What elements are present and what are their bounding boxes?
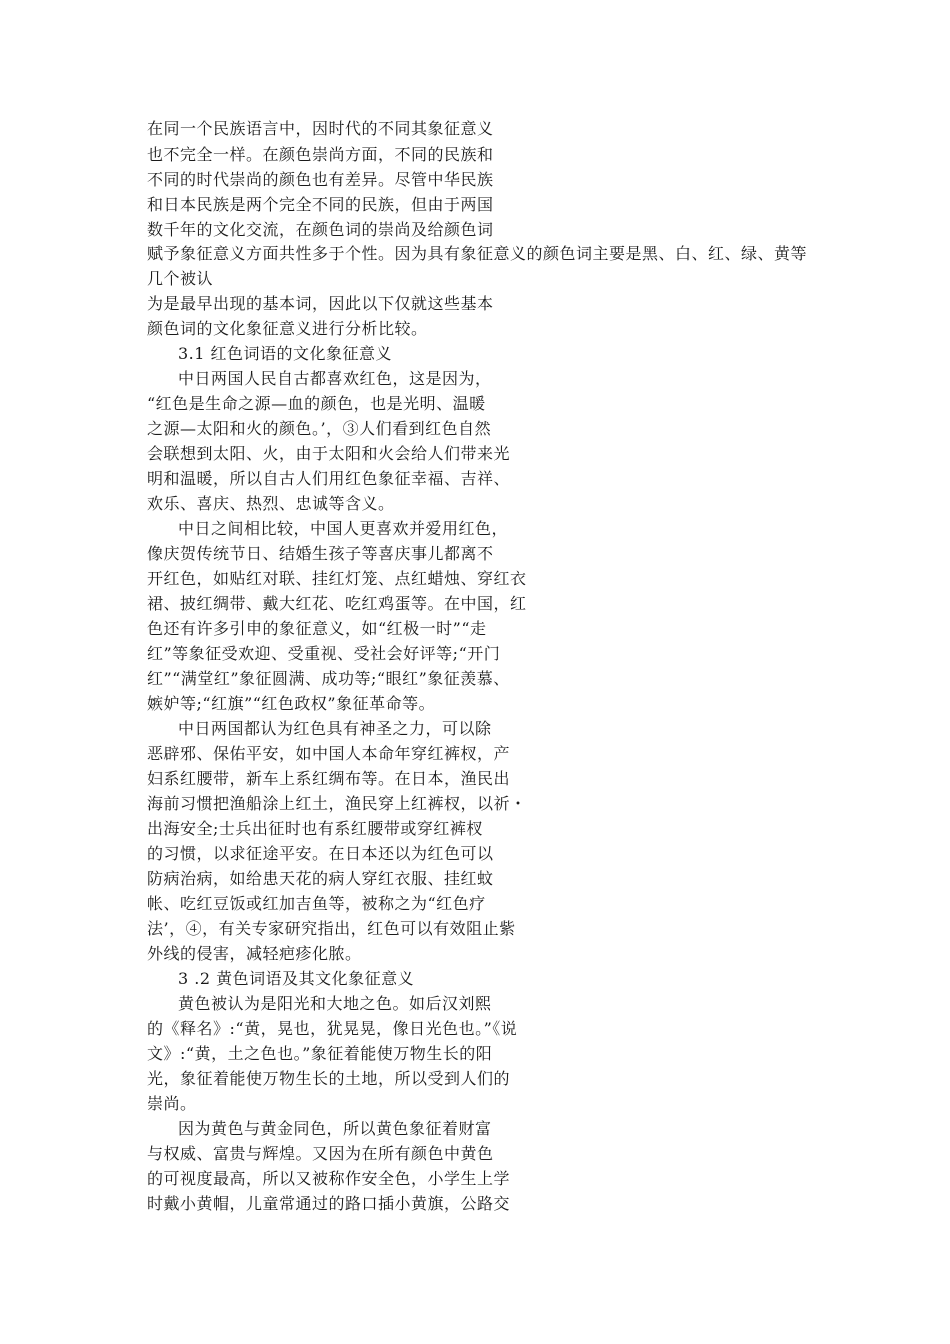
text-line: 出海安全;士兵出征时也有系红腰带或穿红裤杈: [147, 819, 483, 838]
text-line: 崇尚。: [147, 1094, 197, 1113]
text-line: 恶辟邪、保佑平安，如中国人本命年穿红裤杈，产: [147, 744, 511, 763]
text-line: 嫉妒等;“红旗”“红色政权”象征革命等。: [147, 694, 436, 713]
text-line: 在同一个民族语言中，因时代的不同其象征意义: [147, 119, 494, 138]
text-line: 海前习惯把渔船涂上红土，渔民穿上红裤杈，以祈・: [147, 794, 527, 813]
text-line: 也不完全一样。在颜色崇尚方面，不同的民族和: [147, 145, 494, 164]
text-line: 的可视度最高，所以又被称作安全色，小学生上学: [147, 1169, 511, 1188]
text-line: 红”等象征受欢迎、受重视、受社会好评等;“开门: [147, 644, 501, 663]
text-line: 黄色被认为是阳光和大地之色。如后汉刘熙: [178, 994, 492, 1013]
text-line: 颜色词的文化象征意义进行分析比较。: [147, 319, 428, 338]
text-line: 和日本民族是两个完全不同的民族，但由于两国: [147, 195, 494, 214]
text-line: 的《释名》:“黄，晃也，犹晃晃，像日光色也。”《说: [147, 1019, 518, 1038]
text-line: 色还有许多引申的象征意义，如“红极一时”“走: [147, 619, 487, 638]
text-line: 中日之间相比较，中国人更喜欢并爱用红色，: [178, 519, 509, 538]
text-line: 会联想到太阳、火，由于太阳和火会给人们带来光: [147, 444, 511, 463]
section-heading: 3.1 红色词语的文化象征意义: [178, 344, 393, 363]
section-heading: 3 .2 黄色词语及其文化象征意义: [178, 969, 415, 988]
text-line: 开红色，如贴红对联、挂红灯笼、点红蜡烛、穿红衣: [147, 569, 527, 588]
text-line: 与权威、富贵与辉煌。又因为在所有颜色中黄色: [147, 1144, 494, 1163]
text-line: 帐、吃红豆饭或红加吉鱼等，被称之为“红色疗: [147, 894, 486, 913]
text-line: 欢乐、喜庆、热烈、忠诚等含义。: [147, 494, 395, 513]
text-line: 中日两国都认为红色具有神圣之力，可以除: [178, 719, 492, 738]
text-line: 裙、披红绸带、戴大红花、吃红鸡蛋等。在中国，红: [147, 594, 527, 613]
text-line: 为是最早出现的基本词，因此以下仅就这些基本: [147, 294, 494, 313]
text-line: 中日两国人民自古都喜欢红色，这是因为，: [178, 369, 492, 388]
text-line: 不同的时代崇尚的颜色也有差异。尽管中华民族: [147, 170, 494, 189]
text-line: “红色是生命之源—血的颜色，也是光明、温暖: [147, 394, 486, 413]
text-line: 光，象征着能使万物生长的土地，所以受到人们的: [147, 1069, 511, 1088]
text-line: 因为黄色与黄金同色，所以黄色象征着财富: [178, 1119, 492, 1138]
text-line: 的习惯，以求征途平安。在日本还以为红色可以: [147, 844, 494, 863]
text-line: 文》:“黄，土之色也。”象征着能使万物生长的阳: [147, 1044, 493, 1063]
text-line: 数千年的文化交流，在颜色词的崇尚及给颜色词: [147, 220, 494, 239]
text-line: 妇系红腰带，新车上系红绸布等。在日本，渔民出: [147, 769, 511, 788]
text-line: 法’，④，有关专家研究指出，红色可以有效阻止紫: [147, 919, 516, 938]
text-line: 之源—太阳和火的颜色。’，③人们看到红色自然: [147, 419, 492, 438]
text-line: 明和温暖，所以自古人们用红色象征幸福、吉祥、: [147, 469, 511, 488]
text-line: 防病治病，如给患天花的病人穿红衣服、挂红蚊: [147, 869, 494, 888]
text-line: 外线的侵害，减轻疤疹化脓。: [147, 944, 362, 963]
text-line: 几个被认: [147, 269, 214, 288]
text-line: 像庆贺传统节日、结婚生孩子等喜庆事儿都离不: [147, 544, 494, 563]
text-line: 时戴小黄帽，儿童常通过的路口插小黄旗，公路交: [147, 1194, 511, 1213]
text-line: 赋予象征意义方面共性多于个性。因为具有象征意义的颜色词主要是黑、白、红、绿、黄等: [147, 244, 808, 263]
text-line: 红”“满堂红”象征圆满、成功等;“眼红”象征羡慕、: [147, 669, 510, 688]
